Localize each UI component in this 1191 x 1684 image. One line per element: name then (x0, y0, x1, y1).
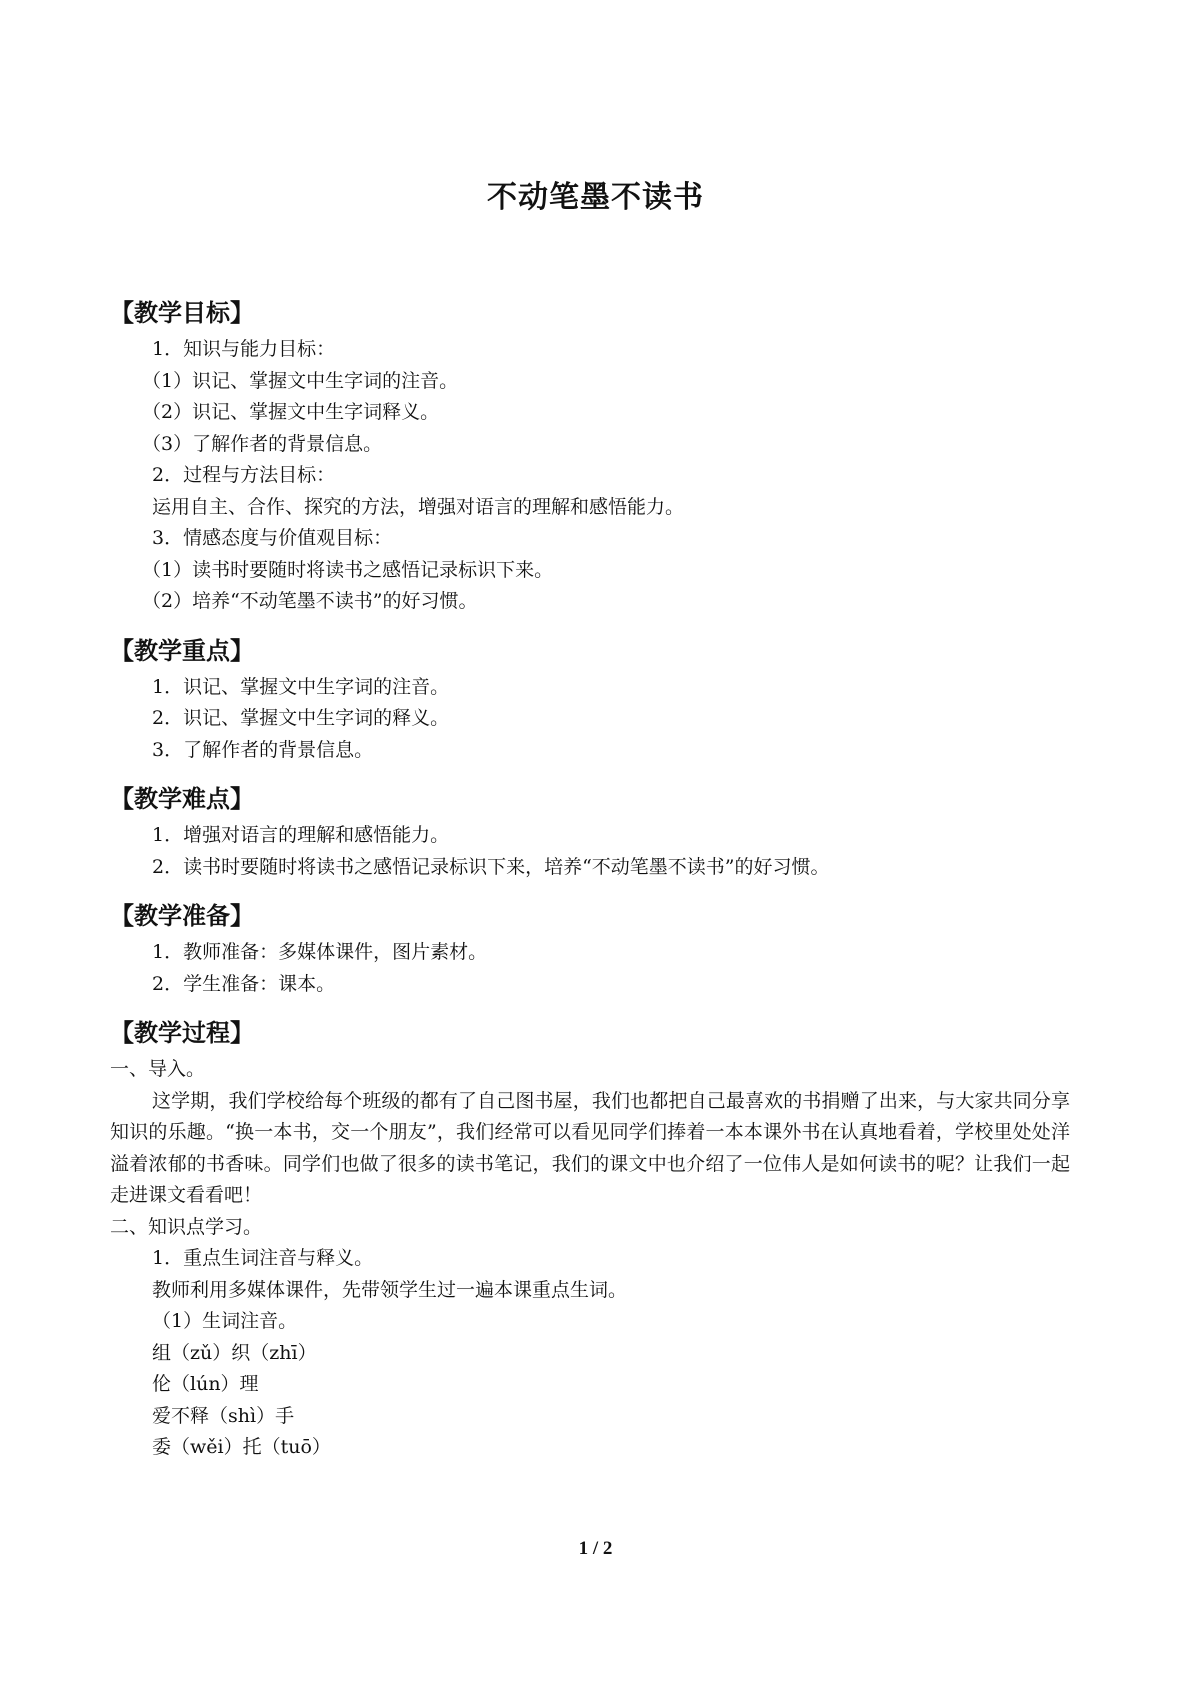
preparation-line: 2．学生准备：课本。 (152, 972, 336, 995)
process-part-heading: 二、知识点学习。 (110, 1215, 263, 1238)
key-point-line: 3．了解作者的背景信息。 (152, 738, 374, 761)
process-part-heading: 一、导入。 (110, 1058, 206, 1080)
document-body (110, 296, 1070, 1464)
difficulty-line: 1．增强对语言的理解和感悟能力。 (152, 824, 450, 846)
goal-line: 3．情感态度与价值观目标： (152, 527, 393, 549)
difficulty-line: 2．读书时要随时将读书之感悟记录标识下来，培养“不动笔墨不读书”的好习惯。 (152, 855, 830, 878)
vocab-line: 组（zǔ）织（zhī） (152, 1341, 317, 1364)
section-heading-difficulties: 【教学难点】 (110, 785, 254, 813)
vocab-line: 伦（lún）理 (152, 1373, 259, 1395)
process-line: 1．重点生词注音与释义。 (152, 1247, 374, 1269)
page-number: 1 / 2 (578, 1538, 613, 1559)
vocab-line: 委（wěi）托（tuō） (152, 1436, 331, 1458)
section-heading-preparation: 【教学准备】 (110, 902, 254, 930)
process-line: 教师利用多媒体课件，先带领学生过一遍本课重点生词。 (152, 1278, 628, 1301)
goal-line: （2）培养“不动笔墨不读书”的好习惯。 (142, 590, 478, 612)
process-line: （1）生词注音。 (152, 1310, 298, 1332)
goal-line: （3）了解作者的背景信息。 (142, 432, 383, 455)
document-title: 不动笔墨不读书 (487, 180, 704, 215)
intro-paragraph: 这学期，我们学校给每个班级的都有了自己图书屋，我们也都把自己最喜欢的书捐赠了出来，与大家共同分享知识的乐趣。“换一本书，交一个朋友”，我们经常可以看见同学们捧着一本本课外书在认真地看着，学校里处处洋溢着浓郁的书香味。同学们也做了很多的读书笔记，我们的课文中也介绍了一位伟人是如何读书的呢？让我们一起走进课文看看吧！ (110, 1089, 1070, 1206)
goal-line: 2．过程与方法目标： (152, 464, 336, 486)
goal-line: （1）识记、掌握文中生字词的注音。 (142, 369, 459, 392)
key-point-line: 1．识记、掌握文中生字词的注音。 (152, 675, 450, 698)
goal-line: 运用自主、合作、探究的方法，增强对语言的理解和感悟能力。 (152, 495, 685, 518)
section-heading-process: 【教学过程】 (110, 1019, 254, 1047)
goal-line: （2）识记、掌握文中生字词释义。 (142, 401, 440, 423)
goal-line: 1．知识与能力目标： (152, 338, 336, 360)
goal-line: （1）读书时要随时将读书之感悟记录标识下来。 (142, 558, 554, 581)
key-point-line: 2．识记、掌握文中生字词的释义。 (152, 707, 450, 729)
section-heading-goals: 【教学目标】 (110, 299, 254, 327)
section-heading-key-points: 【教学重点】 (110, 636, 254, 665)
preparation-line: 1．教师准备：多媒体课件，图片素材。 (152, 941, 488, 963)
vocab-line: 爱不释（shì）手 (152, 1404, 295, 1427)
